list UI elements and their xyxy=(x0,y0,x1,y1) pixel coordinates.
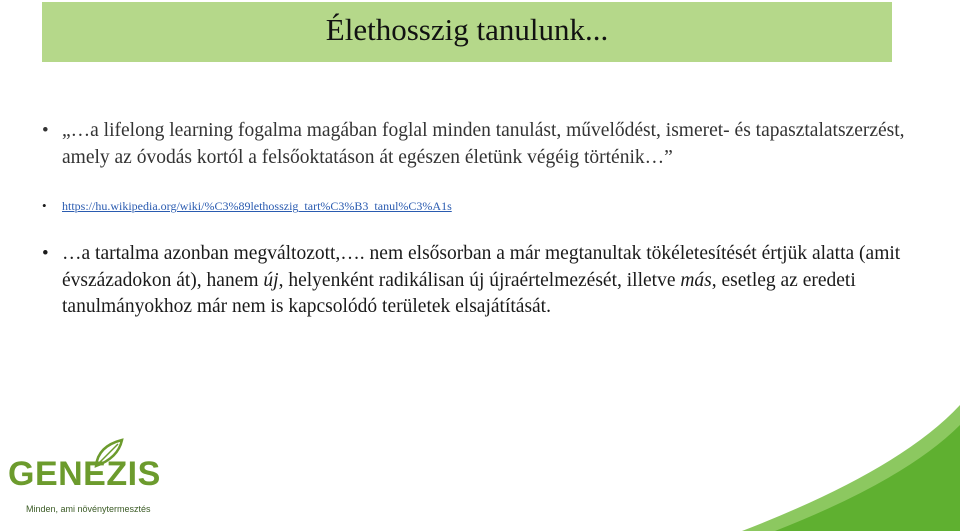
body-text-2: , helyenként radikálisan új újraértelmezését, illetve xyxy=(278,269,681,291)
body-emphasis-uj: új xyxy=(263,269,279,291)
body-emphasis-mas: más xyxy=(680,269,712,291)
bullet-list xyxy=(42,118,912,321)
title-banner xyxy=(42,2,892,62)
wikipedia-link[interactable]: https://hu.wikipedia.org/wiki/%C3%89lethosszig_tart%C3%B3_tanul%C3%A1s xyxy=(62,199,452,213)
body-text-1: …a tartalma azonban megváltozott,…. nem elsősorban a már megtanultak tökéletesítését értjük alatta (amit évszázadokon át), hanem xyxy=(62,243,901,291)
logo-tagline: Minden, ami növénytermesztés xyxy=(26,504,151,514)
bullet-link xyxy=(42,198,912,214)
body-text-3: , esetleg az eredeti tanulmányokhoz már nem is kapcsolódó területek elsajátítását. xyxy=(62,269,856,317)
bullet-quote: • „…a lifelong learning fogalma magában foglal minden tanulást, művelődést, ismeret- és tapasztalatszerzést, amely az óvodás kortól a felsőoktatáson át egészen életünk végéig történik…” xyxy=(42,118,912,171)
slide-title: Élethosszig tanulunk... xyxy=(325,12,609,47)
genezis-logo: GENEZIS xyxy=(8,455,161,493)
bullet-body xyxy=(42,241,912,321)
